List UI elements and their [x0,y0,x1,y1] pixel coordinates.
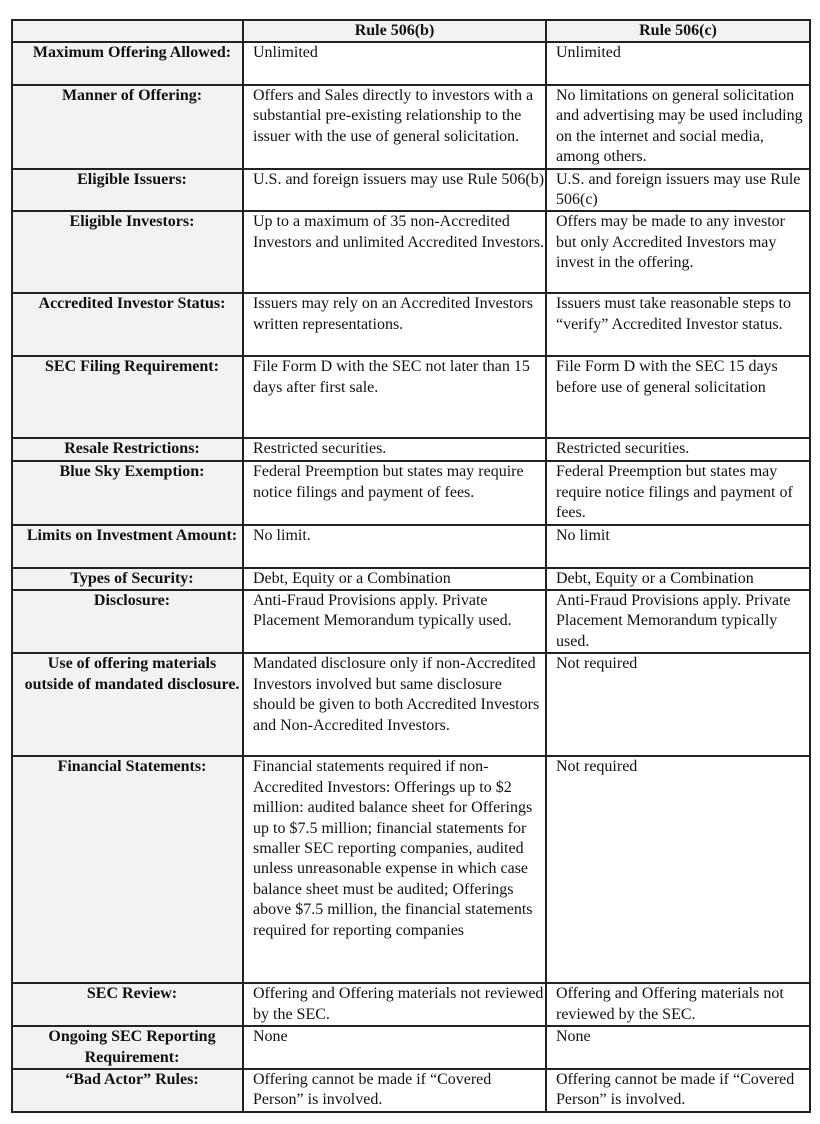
rule-506b-value: Mandated disclosure only if non-Accredited Investors involved but same disclosure should be given to both Accredited Investors and Non-Accredited Investors. [243,653,546,756]
rule-506b-value: Anti-Fraud Provisions apply. Private Placement Memorandum typically used. [243,590,546,653]
table-row [12,42,810,85]
rule-506c-value: File Form D with the SEC 15 days before use of general solicitation [546,356,810,438]
header-blank [12,20,243,42]
row-label: Manner of Offering: [12,85,243,169]
rule-506b-value: Up to a maximum of 35 non-Accredited Investors and unlimited Accredited Investors. [243,211,546,293]
rule-506b-value: None [243,1026,546,1069]
row-label: Limits on Investment Amount: [12,525,243,568]
table-row [12,590,810,653]
rule-506c-value: Restricted securities. [546,438,810,461]
table-row [12,1026,810,1069]
rule-506b-value: Unlimited [243,42,546,85]
rule-506c-value: Debt, Equity or a Combination [546,568,810,590]
row-label: Ongoing SEC Reporting Requirement: [12,1026,243,1069]
header-row [12,20,810,42]
rule-506b-value: Offers and Sales directly to investors with a substantial pre-existing relationship to the issuer with the use of general solicitation. [243,85,546,169]
rule-506c-value: Offering cannot be made if “Covered Person” is involved. [546,1069,810,1112]
rule-506c-value: None [546,1026,810,1069]
row-label: Financial Statements: [12,756,243,983]
row-label: Resale Restrictions: [12,438,243,461]
rule-506b-value: Federal Preemption but states may require notice filings and payment of fees. [243,461,546,524]
table-body [12,42,810,1112]
table-row [12,461,810,524]
table-row [12,1069,810,1112]
row-label: SEC Review: [12,983,243,1026]
rule-506c-value: Not required [546,653,810,756]
rule-506b-value: Financial statements required if non-Accredited Investors: Offerings up to $2 million: audited balance sheet for Offerings up to $7.5 million; financial statements for smaller SEC reporting companies, audited unless unreasonable expense in which case balance sheet must be audited; Offerings above $7.5 million, the financial statements required for reporting companies [243,756,546,983]
row-label: SEC Filing Requirement: [12,356,243,438]
rule-506c-value: Offering and Offering materials not reviewed by the SEC. [546,983,810,1026]
rule-506b-value: Restricted securities. [243,438,546,461]
row-label: Use of offering materials outside of mandated disclosure. [12,653,243,756]
row-label: Accredited Investor Status: [12,293,243,356]
row-label: Blue Sky Exemption: [12,461,243,524]
rule-506c-value: Issuers must take reasonable steps to “verify” Accredited Investor status. [546,293,810,356]
rule-506c-value: Offers may be made to any investor but only Accredited Investors may invest in the offering. [546,211,810,293]
rule-506c-value: No limitations on general solicitation and advertising may be used including on the internet and social media, among others. [546,85,810,169]
table-row [12,756,810,983]
rule-506c-value: U.S. and foreign issuers may use Rule 506(c) [546,169,810,212]
row-label: Disclosure: [12,590,243,653]
table-row [12,568,810,590]
rule-506c-value: Anti-Fraud Provisions apply. Private Placement Memorandum typically used. [546,590,810,653]
rule-506b-value: U.S. and foreign issuers may use Rule 506(b) [243,169,546,212]
table-row [12,169,810,212]
table-row [12,85,810,169]
table-row [12,983,810,1026]
table-row [12,356,810,438]
rule-506b-value: Debt, Equity or a Combination [243,568,546,590]
row-label: Eligible Issuers: [12,169,243,212]
rule-506c-value: Not required [546,756,810,983]
table-row [12,438,810,461]
table-row [12,653,810,756]
row-label: Maximum Offering Allowed: [12,42,243,85]
rule-506b-value: Issuers may rely on an Accredited Investors written representations. [243,293,546,356]
rule-506c-value: Federal Preemption but states may require notice filings and payment of fees. [546,461,810,524]
row-label: Eligible Investors: [12,211,243,293]
row-label: Types of Security: [12,568,243,590]
header-rule-506b: Rule 506(b) [243,20,546,42]
rule-506b-value: No limit. [243,525,546,568]
rule-506c-value: No limit [546,525,810,568]
rule-506b-value: Offering and Offering materials not reviewed by the SEC. [243,983,546,1026]
table-row [12,211,810,293]
rule-506c-value: Unlimited [546,42,810,85]
table-row [12,525,810,568]
rule-506b-value: File Form D with the SEC not later than 15 days after first sale. [243,356,546,438]
table-row [12,293,810,356]
row-label: “Bad Actor” Rules: [12,1069,243,1112]
rule-506b-value: Offering cannot be made if “Covered Person” is involved. [243,1069,546,1112]
rule-506-comparison-table [11,19,811,1113]
header-rule-506c: Rule 506(c) [546,20,810,42]
